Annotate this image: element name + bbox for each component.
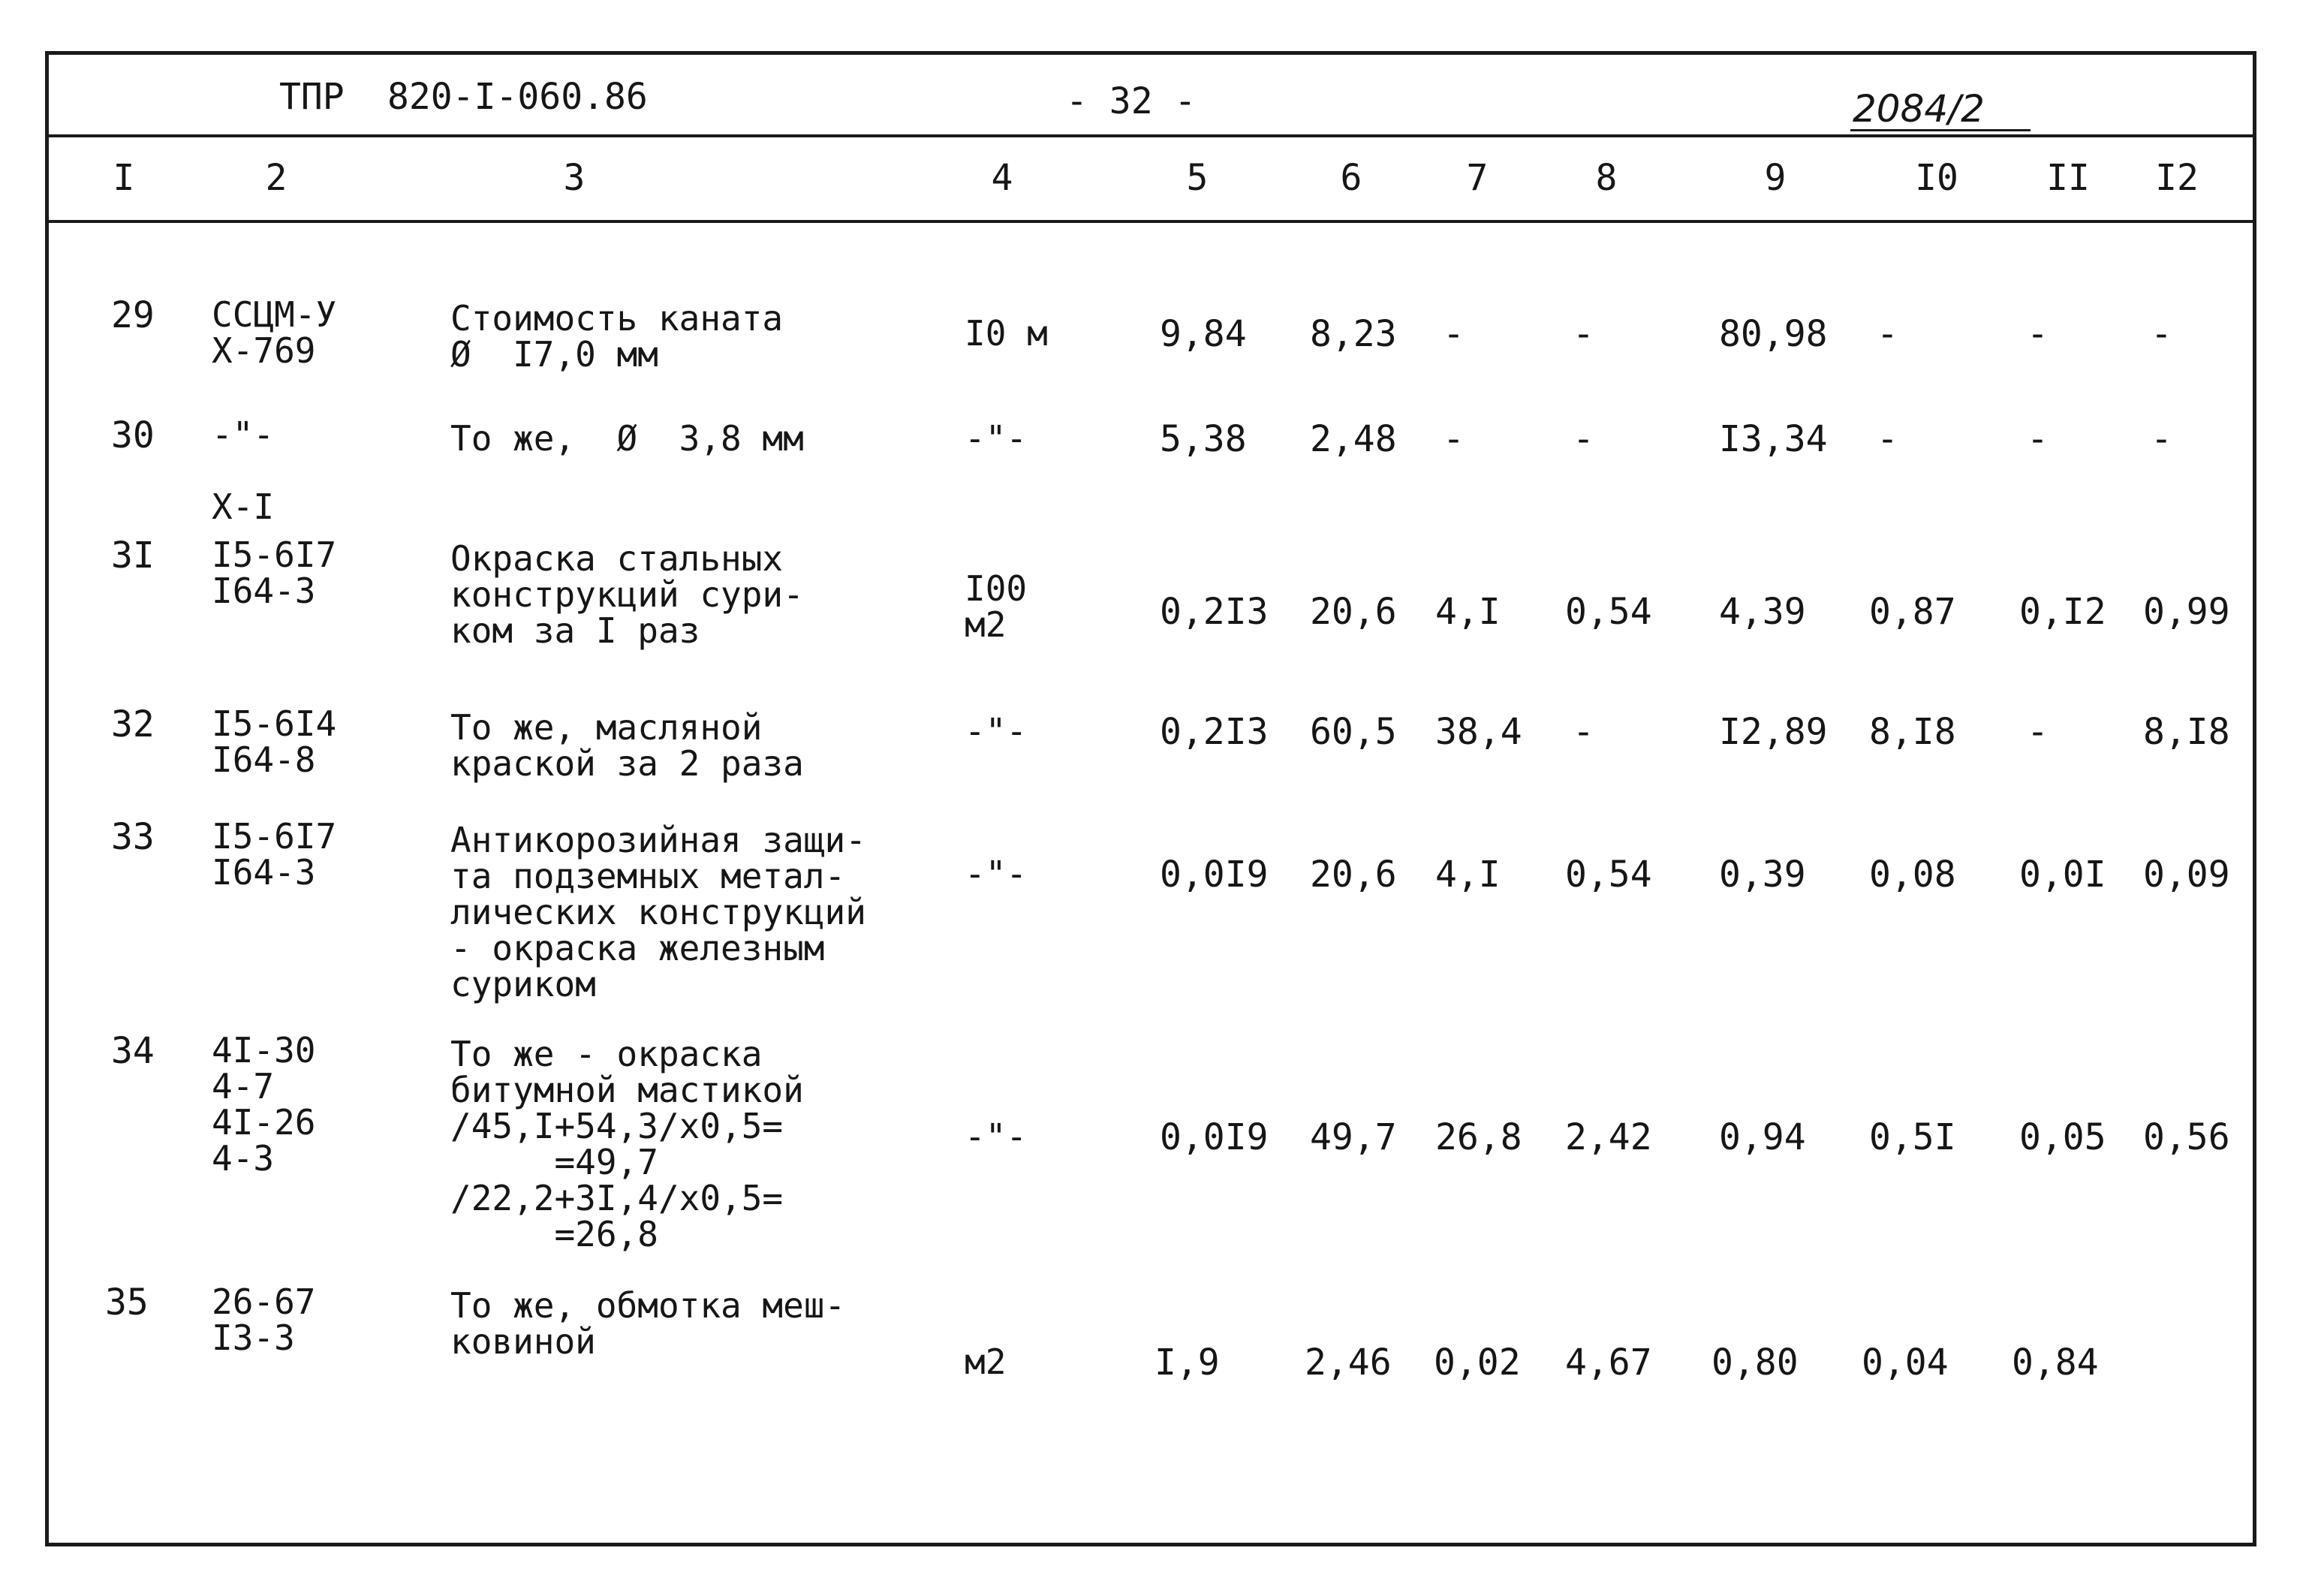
value-c6: 20,6 (1310, 854, 1397, 896)
value-c9: 0,80 (1711, 1342, 1799, 1384)
value-c9: 0,39 (1719, 854, 1806, 896)
column-number-2: 2 (265, 157, 287, 199)
value-c12: 8,I8 (2143, 711, 2230, 753)
value-c10: 8,I8 (1869, 711, 1956, 753)
work-description: Окраска стальных конструкций сури- ком за I раз (450, 538, 804, 651)
value-c7: 38,4 (1435, 711, 1522, 753)
value-c7: 4,I (1435, 591, 1501, 633)
doc-code-prefix: ТПР (279, 76, 345, 118)
column-number-9: 9 (1764, 157, 1787, 199)
value-c10: 0,87 (1869, 591, 1956, 633)
column-header-divider (49, 220, 2253, 223)
row-number: 3I (111, 535, 155, 577)
value-c5: 9,84 (1160, 313, 1247, 355)
norm-code: I5-6I4 I64-8 (212, 703, 337, 780)
estimate-sheet (45, 51, 2256, 1546)
value-c6: 2,48 (1310, 418, 1397, 460)
value-c11: 0,05 (2019, 1116, 2106, 1158)
unit-of-measure: -"- (965, 1116, 1028, 1157)
norm-code: 4I-30 4-7 4I-26 4-3 (212, 1030, 316, 1179)
page-number: - 32 - (1066, 80, 1197, 122)
value-c8: 4,67 (1565, 1342, 1652, 1384)
value-c5: I,9 (1155, 1342, 1220, 1384)
norm-code: I5-6I7 I64-3 (212, 535, 337, 611)
doc-code: 820-I-060.86 (387, 76, 648, 118)
value-c10: 0,04 (1862, 1342, 1949, 1384)
value-c9: I3,34 (1719, 418, 1828, 460)
row-number: 34 (111, 1030, 155, 1072)
value-c10: - (1877, 418, 1898, 460)
header-divider (49, 134, 2253, 137)
unit-of-measure: I00 м2 (965, 568, 1028, 645)
column-number-3: 3 (563, 157, 586, 199)
work-description: То же, обмотка меш- ковиной (450, 1285, 846, 1362)
value-c6: 2,46 (1305, 1342, 1392, 1384)
row-number: 30 (111, 414, 155, 456)
work-description: Стоимость каната Ø I7,0 мм (450, 298, 784, 375)
value-c12: - (2151, 313, 2172, 355)
value-c7: 26,8 (1435, 1116, 1522, 1158)
value-c12: - (2151, 418, 2172, 460)
column-number-12: I2 (2155, 157, 2199, 199)
row-number: 29 (111, 294, 155, 336)
value-c7: 4,I (1435, 854, 1501, 896)
value-c7: - (1443, 313, 1465, 355)
column-number-7: 7 (1466, 157, 1489, 199)
value-c9: 4,39 (1719, 591, 1806, 633)
unit-of-measure: I0 м (965, 313, 1048, 354)
unit-of-measure: -"- (965, 854, 1028, 894)
work-description: То же, масляной краской за 2 раза (450, 707, 804, 784)
value-c8: 2,42 (1565, 1116, 1652, 1158)
norm-code: 26-67 I3-3 (212, 1281, 316, 1358)
value-c9: I2,89 (1719, 711, 1828, 753)
norm-code: I5-6I7 I64-3 (212, 816, 337, 893)
norm-code: ССЦМ-У Х-769 (212, 294, 337, 371)
column-number-1: I (113, 157, 135, 199)
unit-of-measure: -"- (965, 711, 1028, 751)
value-c7: - (1443, 418, 1465, 460)
norm-code: -"- Х-I (212, 414, 275, 527)
value-c7: 0,02 (1434, 1342, 1521, 1384)
value-c11: - (2027, 711, 2049, 753)
value-c9: 0,94 (1719, 1116, 1806, 1158)
value-c6: 60,5 (1310, 711, 1397, 753)
row-number: 33 (111, 816, 155, 858)
handwritten-underline (1850, 129, 2031, 131)
value-c11: 0,I2 (2019, 591, 2106, 633)
work-description: Антикорозийная защи- та подземных метал- лических конструкций - окраска железным суриком (450, 820, 866, 1004)
value-c8: 0,54 (1565, 591, 1652, 633)
column-number-5: 5 (1186, 157, 1209, 199)
column-number-6: 6 (1340, 157, 1362, 199)
value-c6: 49,7 (1310, 1116, 1397, 1158)
unit-of-measure: -"- (965, 418, 1028, 459)
value-c8: - (1573, 711, 1594, 753)
value-c9: 80,98 (1719, 313, 1828, 355)
value-c6: 20,6 (1310, 591, 1397, 633)
value-c12: 0,09 (2143, 854, 2230, 896)
value-c5: 0,0I9 (1160, 1116, 1269, 1158)
value-c5: 0,0I9 (1160, 854, 1269, 896)
column-number-4: 4 (991, 157, 1013, 199)
work-description: То же - окраска битумной мастикой /45,I+54,3/х0,5= =49,7 /22,2+3I,4/х0,5= =26,8 (450, 1034, 804, 1254)
column-number-10: I0 (1915, 157, 1958, 199)
value-c8: - (1573, 418, 1594, 460)
column-number-8: 8 (1595, 157, 1618, 199)
row-number: 35 (105, 1281, 149, 1323)
value-c8: 0,54 (1565, 854, 1652, 896)
value-c5: 5,38 (1160, 418, 1247, 460)
value-c10: 0,08 (1869, 854, 1956, 896)
column-number-11: II (2046, 157, 2090, 199)
value-c5: 0,2I3 (1160, 591, 1269, 633)
value-c10: - (1877, 313, 1898, 355)
work-description: То же, Ø 3,8 мм (450, 418, 804, 459)
value-c8: - (1573, 313, 1594, 355)
value-c11: 0,0I (2019, 854, 2106, 896)
value-c12: 0,56 (2143, 1116, 2230, 1158)
value-c6: 8,23 (1310, 313, 1397, 355)
value-c11: - (2027, 313, 2049, 355)
row-number: 32 (111, 703, 155, 745)
handwritten-reference: 2084/2 (1853, 87, 1985, 131)
value-c10: 0,5I (1869, 1116, 1956, 1158)
value-c12: 0,99 (2143, 591, 2230, 633)
value-c11: - (2027, 418, 2049, 460)
value-c5: 0,2I3 (1160, 711, 1269, 753)
unit-of-measure: м2 (965, 1342, 1007, 1382)
value-c11: 0,84 (2012, 1342, 2099, 1384)
